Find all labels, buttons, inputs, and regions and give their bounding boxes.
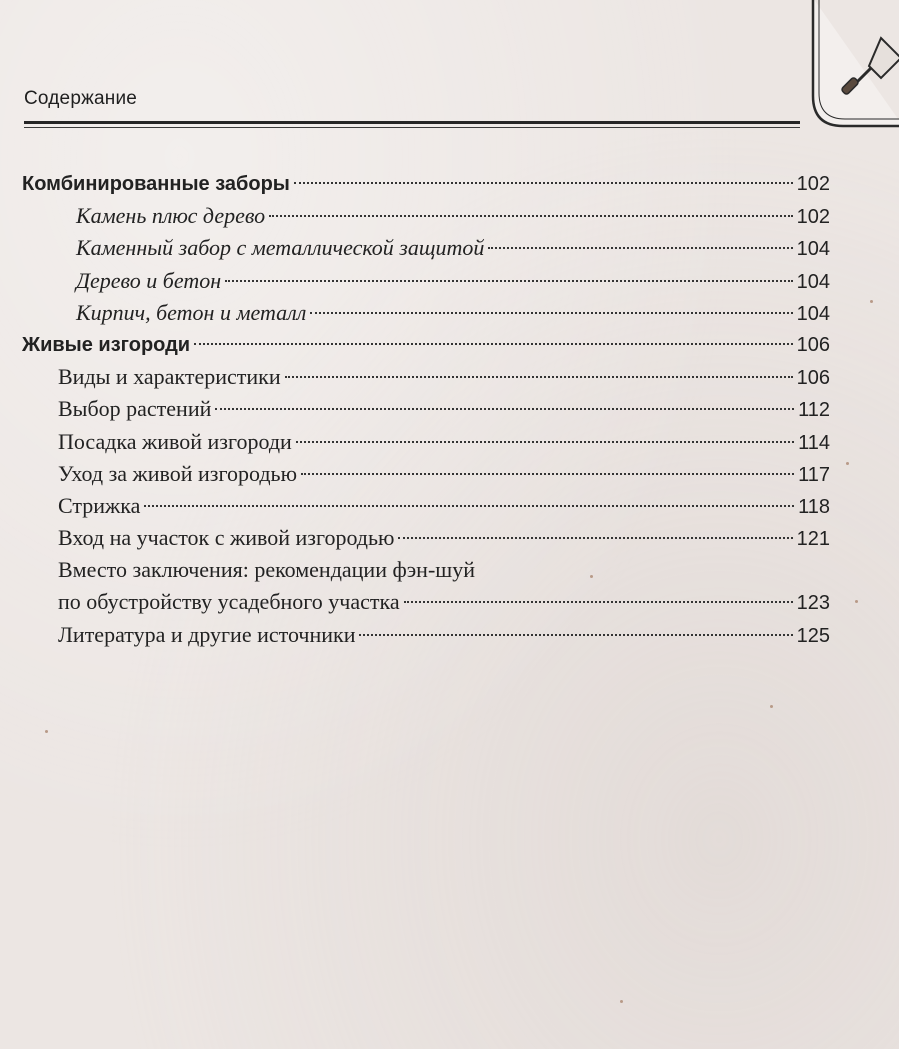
toc-entry <box>22 393 830 425</box>
toc-entry <box>22 329 830 361</box>
toc-entry-title: Дерево и бетон <box>76 267 222 293</box>
toc-entry-title: Комбинированные заборы <box>22 173 290 195</box>
toc-entry-page: 102 <box>796 206 830 229</box>
toc-entry <box>22 265 830 297</box>
paper-speck <box>855 600 858 603</box>
table-of-contents <box>22 168 830 651</box>
dot-leader <box>301 473 794 475</box>
toc-entry-page: 118 <box>798 495 830 518</box>
toc-entry <box>22 361 830 393</box>
paper-speck <box>620 1000 623 1003</box>
toc-entry-page: 125 <box>796 624 830 647</box>
paper-speck <box>590 575 593 578</box>
toc-entry <box>22 458 830 490</box>
toc-entry <box>22 200 830 232</box>
page-title: Содержание <box>24 88 138 109</box>
toc-entry-title: Каменный забор с металлической защитой <box>76 235 485 261</box>
toc-entry-page: 121 <box>796 528 830 551</box>
dot-leader <box>359 634 792 636</box>
dot-leader <box>285 376 793 378</box>
toc-entry-title: по обустройству усадебного участка <box>58 589 400 615</box>
dot-leader <box>144 505 794 507</box>
dot-leader <box>310 312 792 314</box>
toc-entry-title: Камень плюс дерево <box>76 203 266 229</box>
dot-leader <box>296 441 794 443</box>
dot-leader <box>294 182 793 184</box>
toc-entry <box>22 490 830 522</box>
dot-leader <box>488 247 792 249</box>
toc-entry-page: 106 <box>796 333 830 356</box>
toc-entry-page: 117 <box>798 463 830 486</box>
toc-entry <box>22 232 830 264</box>
dot-leader <box>194 343 793 345</box>
toc-entry-title: Виды и характеристики <box>58 364 281 390</box>
toc-entry-page: 112 <box>798 399 830 422</box>
paper-speck <box>846 462 849 465</box>
toc-entry-title: Стрижка <box>58 492 141 518</box>
dot-leader <box>269 215 793 217</box>
toc-entry-page: 104 <box>796 238 830 261</box>
toc-entry-title: Посадка живой изгороди <box>58 428 292 454</box>
toc-entry-title: Вход на участок с живой изгородью <box>58 525 395 551</box>
toc-entry-title: Выбор растений <box>58 396 212 422</box>
toc-entry-title: Кирпич, бетон и металл <box>76 299 307 325</box>
toc-entry-page: 104 <box>796 302 830 325</box>
toc-entry <box>22 554 830 586</box>
toc-entry-title: Литература и другие источники <box>58 621 356 647</box>
toc-entry-title: Вместо заключения: рекомендации фэн-шуй <box>58 557 475 583</box>
toc-entry <box>22 522 830 554</box>
toc-entry-title: Живые изгороди <box>22 333 191 356</box>
paper-speck <box>770 705 773 708</box>
toc-entry-title: Уход за живой изгородью <box>58 460 298 486</box>
toc-entry <box>22 619 830 651</box>
dot-leader <box>398 537 792 539</box>
paper-speck <box>45 730 48 733</box>
trowel-icon <box>811 0 899 130</box>
paper-speck <box>870 300 873 303</box>
header-rule-thin <box>24 127 800 128</box>
header-rule <box>24 121 800 124</box>
toc-entry-page: 114 <box>798 431 830 454</box>
dot-leader <box>404 601 793 603</box>
toc-entry-page: 102 <box>796 173 830 195</box>
dot-leader <box>215 408 794 410</box>
toc-entry <box>22 297 830 329</box>
dot-leader <box>225 280 792 282</box>
toc-entry <box>22 586 830 618</box>
toc-entry-page: 106 <box>796 367 830 390</box>
toc-entry-page: 123 <box>796 592 830 615</box>
toc-entry-page: 104 <box>796 270 830 293</box>
toc-entry <box>22 168 830 200</box>
toc-entry <box>22 426 830 458</box>
